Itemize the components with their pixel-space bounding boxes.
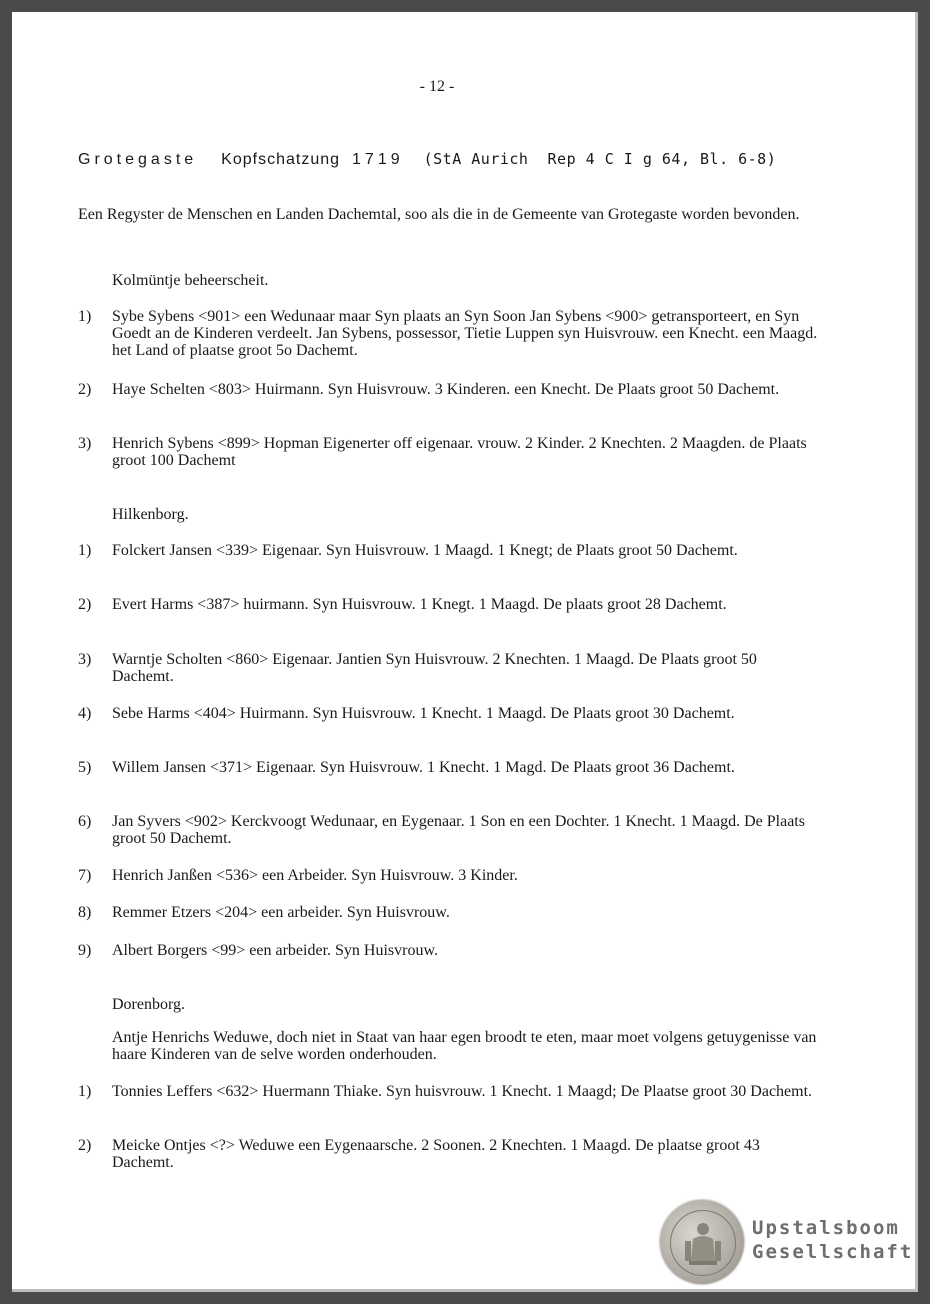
- entry-text: Albert Borgers <99> een arbeider. Syn Huisvrouw.: [112, 942, 438, 959]
- header-year: 1719: [352, 151, 404, 168]
- entry-number: 5): [78, 759, 92, 776]
- entry-text: Haye Schelten <803> Huirmann. Syn Huisvrouw. 3 Kinderen. een Knecht. De Plaats groot 50 Dachemt.: [112, 381, 780, 398]
- entry-text: Meicke Ontjes <?> Weduwe een Eygenaarsche. 2 Soonen. 2 Knechten. 1 Maagd. De plaatse groot 43 Dachemt.: [112, 1137, 760, 1171]
- seal-figure-icon: [671, 1211, 735, 1275]
- section-heading: Hilkenborg.: [112, 506, 189, 523]
- entry-text: Sybe Sybens <901> een Wedunaar maar Syn plaats an Syn Soon Jan Sybens <900> getransporteert, en Syn Goedt an de Kinderen verdeelt. Jan Sybens, possessor, Tietie Luppen syn Huisvrouw. een Knecht. een Maagd. het Land of plaatse groot 5o Dachemt.: [112, 308, 818, 359]
- entry-text: Warntje Scholten <860> Eigenaar. Jantien Syn Huisvrouw. 2 Knechten. 1 Maagd. De Plaats groot 50 Dachemt.: [112, 651, 757, 685]
- entry-text: Jan Syvers <902> Kerckvoogt Wedunaar, en Eygenaar. 1 Son en een Dochter. 1 Knecht. 1 Maagd. De Plaats groot 50 Dachemt.: [112, 813, 805, 847]
- entry-text: Henrich Sybens <899> Hopman Eigenerter off eigenaar. vrouw. 2 Kinder. 2 Knechten. 2 Maagden. de Plaats groot 100 Dachemt: [112, 435, 807, 469]
- entry-number: 3): [78, 651, 92, 668]
- entry-text: Evert Harms <387> huirmann. Syn Huisvrouw. 1 Knegt. 1 Maagd. De plaats groot 28 Dachemt.: [112, 596, 727, 613]
- brand-line-1: Upstalsboom: [752, 1217, 900, 1239]
- document-header: [78, 150, 776, 169]
- section-heading: Dorenborg.: [112, 996, 186, 1013]
- brand-line-2: Gesellschaft: [752, 1241, 914, 1263]
- entry-number: 2): [78, 596, 92, 613]
- brand-name: [752, 1216, 913, 1264]
- entry-number: 1): [78, 308, 92, 325]
- section-heading: Kolmüntje beheerscheit.: [112, 272, 269, 289]
- entry-text: Sebe Harms <404> Huirmann. Syn Huisvrouw. 1 Knecht. 1 Maagd. De Plaats groot 30 Dachemt.: [112, 705, 735, 722]
- entry-number: 1): [78, 542, 92, 559]
- entry-number: 7): [78, 867, 92, 884]
- header-source: (StA Aurich Rep 4 C I g 64, Bl. 6-8): [423, 150, 777, 168]
- entry-number: 2): [78, 381, 92, 398]
- entry-number: 6): [78, 813, 92, 830]
- section-note: Antje Henrichs Weduwe, doch niet in Staat van haar egen broodt te eten, maar moet volgens getuygenisse van haare Kinderen van de selve worden onderhouden.: [112, 1029, 817, 1063]
- entry-text: Remmer Etzers <204> een arbeider. Syn Huisvrouw.: [112, 904, 450, 921]
- entry-text: Tonnies Leffers <632> Huermann Thiake. Syn huisvrouw. 1 Knecht. 1 Maagd; De Plaatse groot 30 Dachemt.: [112, 1083, 813, 1100]
- entry-text: Folckert Jansen <339> Eigenaar. Syn Huisvrouw. 1 Maagd. 1 Knegt; de Plaats groot 50 Dachemt.: [112, 542, 738, 559]
- entry-number: 4): [78, 705, 92, 722]
- entry-text: Henrich Janßen <536> een Arbeider. Syn Huisvrouw. 3 Kinder.: [112, 867, 518, 884]
- seal-logo-icon: [660, 1200, 744, 1284]
- intro-paragraph: Een Regyster de Menschen en Landen Dachemtal, soo als die in de Gemeente van Grotegaste worden bevonden.: [78, 206, 800, 223]
- entry-number: 3): [78, 435, 92, 452]
- document-body: [12, 12, 918, 1292]
- entry-number: 9): [78, 942, 92, 959]
- entry-number: 8): [78, 904, 92, 921]
- document-page: [12, 12, 918, 1292]
- page-number: - 12 -: [419, 78, 455, 95]
- header-place: Grotegaste: [78, 151, 198, 168]
- header-title: Kopfschatzung: [221, 151, 341, 168]
- entry-number: 2): [78, 1137, 92, 1154]
- entry-text: Willem Jansen <371> Eigenaar. Syn Huisvrouw. 1 Knecht. 1 Magd. De Plaats groot 36 Dachemt.: [112, 759, 735, 776]
- entry-number: 1): [78, 1083, 92, 1100]
- seal-ring: [670, 1210, 736, 1276]
